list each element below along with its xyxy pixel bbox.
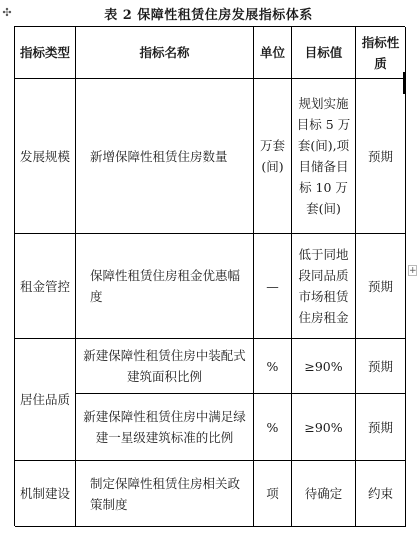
table-row-4-target: ≥90% — [292, 394, 356, 461]
indicator-table — [14, 26, 405, 526]
header-target-value: 目标值 — [292, 27, 356, 79]
table-row-2-nature: 预期 — [356, 234, 406, 339]
table-row-5-name: 制定保障性租赁住房相关政策制度 — [76, 461, 254, 527]
table-row-5-target: 待确定 — [292, 461, 356, 527]
table-row-1-name: 新增保障性租赁住房数量 — [76, 79, 254, 234]
table-row-5-unit: 项 — [254, 461, 292, 527]
table-row-1-unit: 万套(间) — [254, 79, 292, 234]
header-indicator-nature: 指标性质 — [356, 27, 406, 79]
table-row-2-target: 低于同地段同品质市场租赁住房租金 — [292, 234, 356, 339]
table-row-3-nature: 预期 — [356, 339, 406, 394]
table-caption: 表 2 保障性租赁住房发展指标体系 — [104, 8, 313, 23]
table-row-4-nature: 预期 — [356, 394, 406, 461]
header-indicator-type: 指标类型 — [15, 27, 76, 79]
header-indicator-name: 指标名称 — [76, 27, 254, 79]
table-row-3-target: ≥90% — [292, 339, 356, 394]
table-row-1-target: 规划实施目标 5 万套(间),项目储备目标 10 万套(间) — [292, 79, 356, 234]
add-column-icon[interactable]: + — [409, 266, 417, 276]
table-row-3-name: 新建保障性租赁住房中装配式建筑面积比例 — [76, 339, 254, 394]
text-cursor — [403, 72, 405, 94]
category-development-scale: 发展规模 — [15, 79, 76, 234]
table-move-handle-icon[interactable]: ✣ — [2, 6, 12, 19]
table-row-4-name: 新建保障性租赁住房中满足绿建一星级建筑标准的比例 — [76, 394, 254, 461]
table-row-5-nature: 约束 — [356, 461, 406, 527]
header-unit: 单位 — [254, 27, 292, 79]
category-rent-control: 租金管控 — [15, 234, 76, 339]
table-row-1-nature: 预期 — [356, 79, 406, 234]
table-row-3-unit: % — [254, 339, 292, 394]
category-mechanism-building: 机制建设 — [15, 461, 76, 527]
table-row-2-unit: — — [254, 234, 292, 339]
table-row-2-name: 保障性租赁住房租金优惠幅度 — [76, 234, 254, 339]
table-row-4-unit: % — [254, 394, 292, 461]
category-living-quality: 居住品质 — [15, 339, 76, 461]
